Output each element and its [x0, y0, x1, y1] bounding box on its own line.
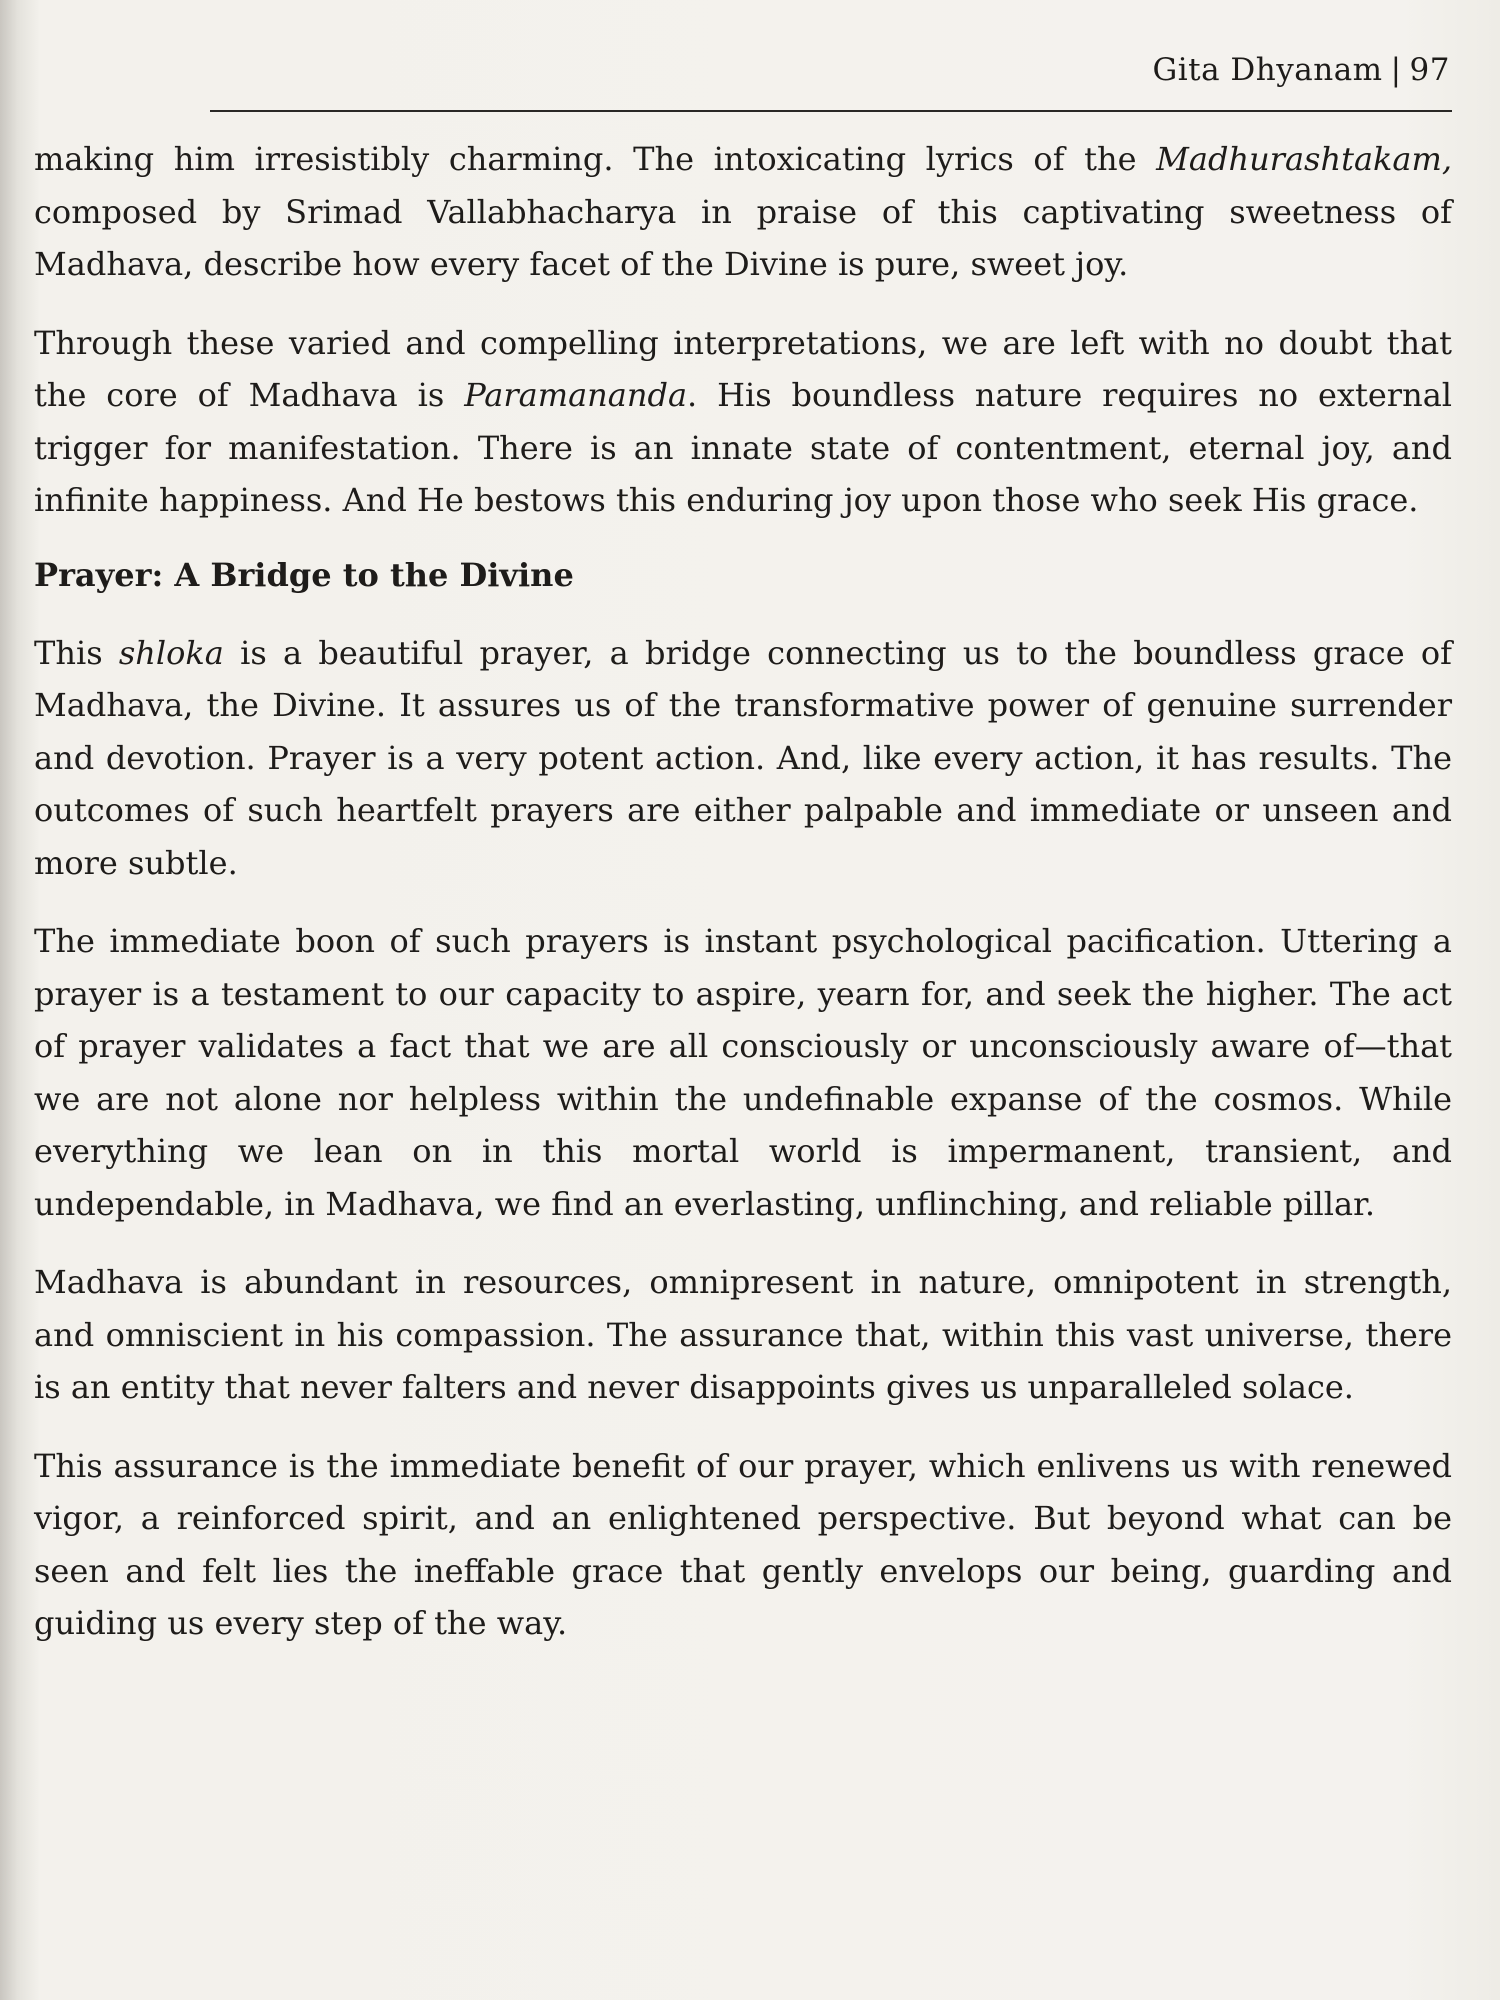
paragraph-2-italic: Paramananda	[464, 376, 688, 414]
book-title: Gita Dhyanam	[1152, 52, 1383, 88]
paragraph-3-italic: shloka	[118, 633, 224, 672]
paragraph-1	[34, 133, 1452, 291]
paragraph-3	[34, 627, 1452, 890]
header-separator: |	[1390, 52, 1402, 88]
paragraph-3-text-b: is a beautiful prayer, a bridge connecting us to the boundless grace of Madhava, the Divine. It assures us of the transformative power of genuine surrender and devotion. Prayer is a very potent action. And, like every action, it has results. The outcomes of such heartfelt prayers are either palpable and immediate or unseen and more subtle.	[34, 633, 1453, 882]
paragraph-1-text-a: making him irresistibly charming. The intoxicating lyrics of the	[34, 140, 1157, 178]
header-rule	[210, 110, 1452, 112]
section-heading: Prayer: A Bridge to the Divine	[34, 555, 574, 594]
page-body	[34, 133, 1452, 1676]
paragraph-1-italic: Madhurashtakam,	[1156, 140, 1452, 178]
paragraph-2-text-a: Through these varied and compelling interpretations, we are left with no doubt that the core of Madhava is	[34, 323, 1452, 414]
paragraph-4: The immediate boon of such prayers is instant psychological pacification. Uttering a prayer is a testament to our capacity to aspire, yearn for, and seek the higher. The act of prayer validates a fact that we are all consciously or unconsciously aware of—that we are not alone nor helpless within the undefinable expanse of the cosmos. While everything we lean on in this mortal world is impermanent, transient, and undependable, in Madhava, we find an everlasting, unflinching, and reliable pillar.	[34, 922, 1452, 1223]
paragraph-2	[34, 317, 1452, 527]
running-head	[1152, 52, 1450, 88]
paragraph-5: Madhava is abundant in resources, omnipresent in nature, omnipotent in strength, and omniscient in his compassion. The assurance that, within this vast universe, there is an entity that never falters and never disappoints gives us unparalleled solace.	[34, 1263, 1452, 1406]
page-number: 97	[1409, 52, 1450, 88]
paragraph-6: This assurance is the immediate benefit of our prayer, which enlivens us with renewed vigor, a reinforced spirit, and an enlightened perspective. But beyond what can be seen and felt lies the ineffable grace that gently envelops our being, guarding and guiding us every step of the way.	[34, 1446, 1452, 1642]
paragraph-2-text-b: . His boundless nature requires no external trigger for manifestation. There is an innate state of contentment, eternal joy, and infinite happiness. And He bestows this enduring joy upon those who seek His grace.	[34, 376, 1453, 519]
paragraph-1-text-b: composed by Srimad Vallabhacharya in praise of this captivating sweetness of Madhava, describe how every facet of the Divine is pure, sweet joy.	[34, 192, 1452, 283]
paragraph-3-text-a: This	[34, 633, 119, 672]
